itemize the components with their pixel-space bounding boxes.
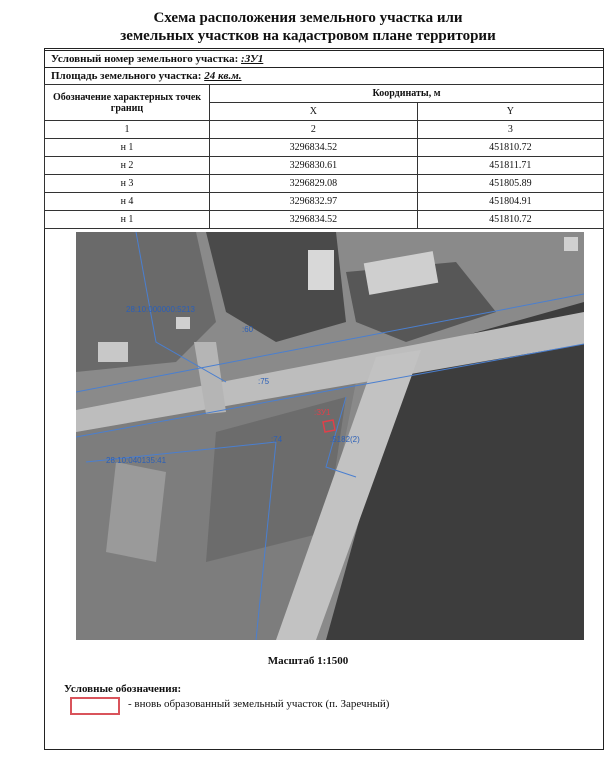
col-number-3: 3 <box>417 121 603 139</box>
building <box>308 250 334 290</box>
coord-y: 451805.89 <box>417 175 603 193</box>
building <box>176 317 190 329</box>
area-value: 24 кв.м. <box>204 70 242 82</box>
header-coords: Координаты, м <box>210 85 604 103</box>
parcel-number-value: :ЗУ1 <box>241 53 264 65</box>
label-cad-60: :60 <box>242 325 254 334</box>
coord-y: 451804.91 <box>417 193 603 211</box>
coord-x: 3296834.52 <box>210 139 418 157</box>
area-line <box>44 67 604 84</box>
coord-x: 3296832.97 <box>210 193 418 211</box>
coord-y: 451810.72 <box>417 139 603 157</box>
building <box>98 342 128 362</box>
coord-x: 3296834.52 <box>210 211 418 229</box>
label-cad-74: :74 <box>271 435 283 444</box>
point-name: н 1 <box>45 211 210 229</box>
header-points: Обозначение характерных точек границ <box>45 85 210 121</box>
label-cad-5182: :5182(2) <box>330 435 360 444</box>
label-cad-block-1: 28:10:000000:5213 <box>126 305 195 314</box>
coord-y: 451810.72 <box>417 211 603 229</box>
coord-y: 451811.71 <box>417 157 603 175</box>
label-cad-block-2: 28:10:040135:41 <box>106 456 167 465</box>
point-name: н 3 <box>45 175 210 193</box>
title-line-2: земельных участков на кадастровом плане территории <box>120 28 496 44</box>
table-row <box>45 157 604 175</box>
legend-item-text: - вновь образованный земельный участок (п. Заречный) <box>128 698 390 710</box>
building <box>564 237 578 251</box>
legend-parcel-swatch <box>70 697 120 715</box>
header-y: Y <box>417 103 603 121</box>
point-name: н 1 <box>45 139 210 157</box>
point-name: н 2 <box>45 157 210 175</box>
table-row <box>45 139 604 157</box>
map-scale: Масштаб 1:1500 <box>267 655 349 667</box>
table-row <box>45 175 604 193</box>
area-label: Площадь земельного участка: <box>51 70 202 82</box>
parcel-number-label: Условный номер земельного участка: <box>51 53 239 65</box>
header-x: X <box>210 103 418 121</box>
title-line-1: Схема расположения земельного участка или <box>153 10 463 26</box>
point-name: н 4 <box>45 193 210 211</box>
table-row <box>45 211 604 229</box>
label-cad-75: :75 <box>258 377 270 386</box>
legend-title: Условные обозначения: <box>64 683 182 695</box>
parcel-number-line <box>44 50 604 67</box>
coordinates-table <box>44 84 604 229</box>
coord-x: 3296829.08 <box>210 175 418 193</box>
aerial-image <box>76 232 584 640</box>
col-number-1: 1 <box>45 121 210 139</box>
label-parcel: :ЗУ1 <box>314 408 331 417</box>
table-row <box>45 193 604 211</box>
document-title <box>0 9 616 45</box>
cadastral-map <box>76 232 584 640</box>
coord-x: 3296830.61 <box>210 157 418 175</box>
col-number-2: 2 <box>210 121 418 139</box>
